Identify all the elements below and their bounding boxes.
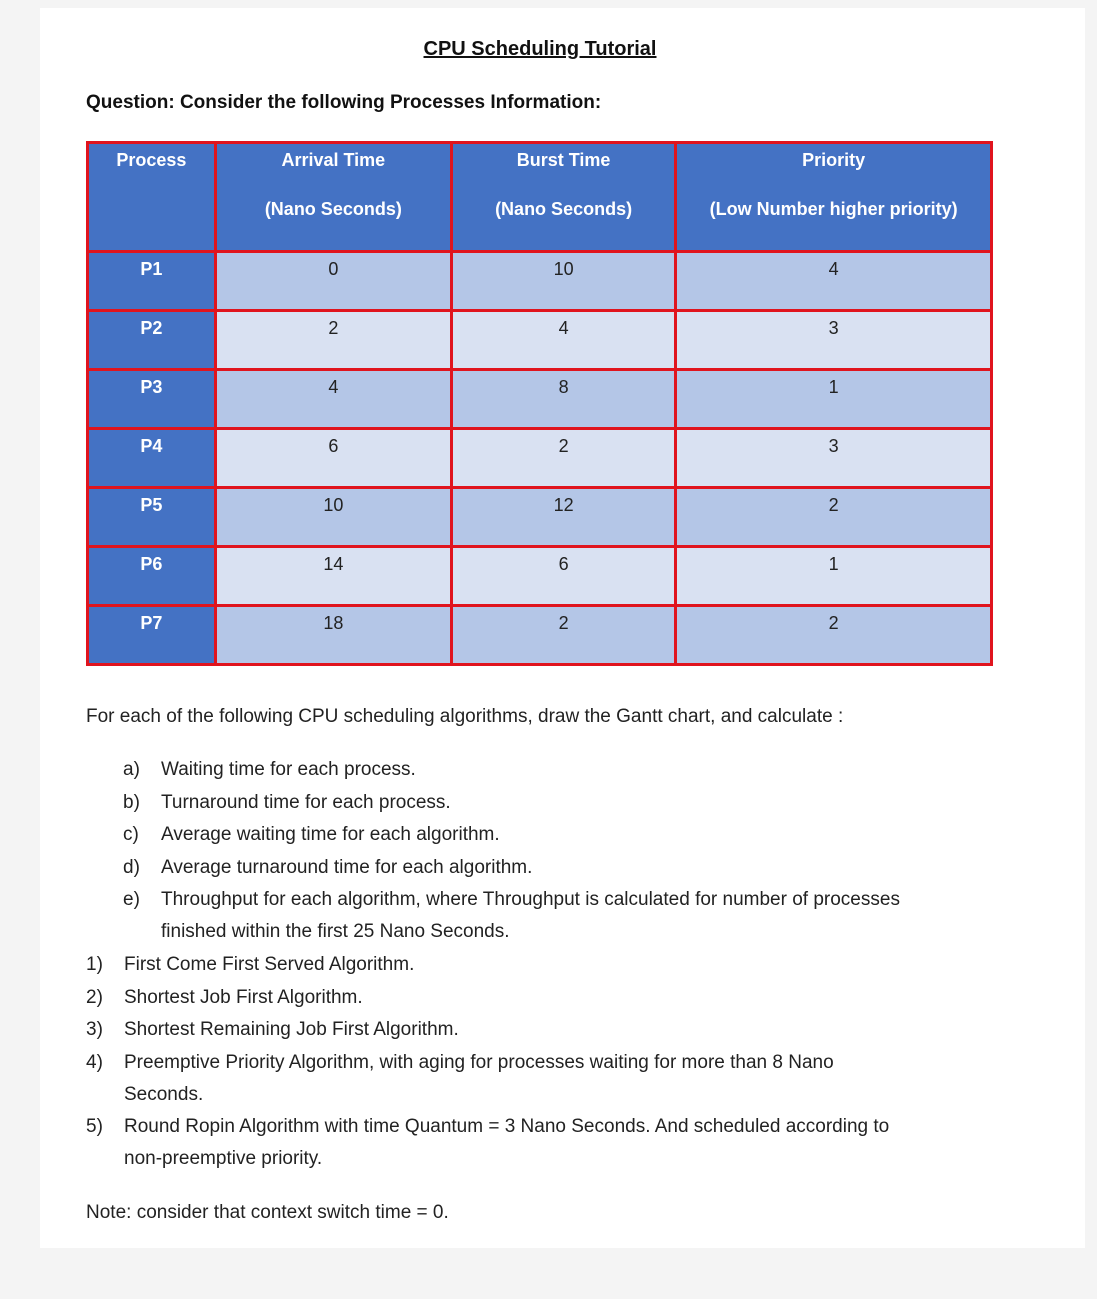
priority-cell: 1 xyxy=(676,370,992,429)
algorithm-item xyxy=(86,1052,834,1074)
burst-time-cell: 2 xyxy=(451,429,675,488)
process-name-cell: P5 xyxy=(88,488,216,547)
calculation-item xyxy=(123,889,900,911)
algorithm-item xyxy=(86,954,414,976)
table-header-row xyxy=(88,143,992,252)
arrival-time-cell: 14 xyxy=(215,547,451,606)
context-switch-note: Note: consider that context switch time = 0. xyxy=(86,1202,449,1223)
list-text: Round Ropin Algorithm with time Quantum = 3 Nano Seconds. And scheduled according to xyxy=(124,1115,890,1137)
header-unit: (Nano Seconds) xyxy=(495,199,633,219)
list-text: Waiting time for each process. xyxy=(161,759,416,780)
header-label: Arrival Time xyxy=(281,150,386,170)
algorithm-item xyxy=(86,1116,889,1138)
burst-time-cell: 2 xyxy=(451,606,675,665)
arrival-time-cell: 4 xyxy=(215,370,451,429)
table-row xyxy=(88,606,992,665)
arrival-time-cell: 0 xyxy=(215,252,451,311)
header-label: Burst Time xyxy=(516,150,611,170)
priority-cell: 2 xyxy=(676,606,992,665)
arrival-time-cell: 2 xyxy=(215,311,451,370)
list-marker: e) xyxy=(123,889,140,910)
list-marker: b) xyxy=(123,791,140,813)
arrival-time-cell: 6 xyxy=(215,429,451,488)
list-text: Turnaround time for each process. xyxy=(161,791,451,813)
list-text: Shortest Remaining Job First Algorithm. xyxy=(124,1019,459,1040)
process-name-cell: P7 xyxy=(88,606,216,665)
list-text: Average waiting time for each algorithm. xyxy=(161,824,500,845)
list-marker: 1) xyxy=(86,954,103,975)
list-text: Shortest Job First Algorithm. xyxy=(124,986,363,1008)
calculation-item xyxy=(123,857,532,879)
priority-cell: 1 xyxy=(676,547,992,606)
table-row xyxy=(88,429,992,488)
document-page xyxy=(40,8,1085,1248)
burst-time-cell: 6 xyxy=(451,547,675,606)
table-row xyxy=(88,547,992,606)
calculation-item xyxy=(123,824,500,846)
process-name-cell: P6 xyxy=(88,547,216,606)
process-name-cell: P4 xyxy=(88,429,216,488)
burst-time-cell: 8 xyxy=(451,370,675,429)
algorithm-item xyxy=(86,987,363,1009)
table-row xyxy=(88,311,992,370)
list-text: Average turnaround time for each algorithm. xyxy=(161,856,533,878)
instructions-intro: For each of the following CPU scheduling algorithms, draw the Gantt chart, and calculate : xyxy=(86,706,844,727)
table-row xyxy=(88,252,992,311)
arrival-time-cell: 10 xyxy=(215,488,451,547)
list-text: First Come First Served Algorithm. xyxy=(124,954,415,975)
priority-cell: 3 xyxy=(676,429,992,488)
list-marker: 5) xyxy=(86,1115,103,1137)
burst-time-cell: 4 xyxy=(451,311,675,370)
arrival-time-cell: 18 xyxy=(215,606,451,665)
header-label: Priority xyxy=(802,150,866,170)
header-unit: (Nano Seconds) xyxy=(264,199,402,219)
calculation-item-continuation: finished within the first 25 Nano Seconds. xyxy=(161,921,510,942)
header-arrival-time xyxy=(215,143,451,252)
list-marker: 4) xyxy=(86,1051,103,1073)
list-marker: a) xyxy=(123,759,140,780)
process-name-cell: P3 xyxy=(88,370,216,429)
burst-time-cell: 12 xyxy=(451,488,675,547)
process-name-cell: P1 xyxy=(88,252,216,311)
list-marker: c) xyxy=(123,824,139,845)
list-text: Preemptive Priority Algorithm, with aging for processes waiting for more than 8 Nano xyxy=(124,1051,834,1073)
priority-cell: 3 xyxy=(676,311,992,370)
question-heading: Question: Consider the following Processes Information: xyxy=(86,92,602,113)
table-row xyxy=(88,488,992,547)
header-priority xyxy=(676,143,992,252)
algorithm-item-continuation: Seconds. xyxy=(124,1083,204,1105)
calculation-item xyxy=(123,792,451,814)
process-table xyxy=(86,141,993,666)
list-marker: d) xyxy=(123,856,140,878)
list-text: Throughput for each algorithm, where Throughput is calculated for number of processes xyxy=(161,889,900,910)
header-unit: (Low Number higher priority) xyxy=(709,199,958,219)
calculation-item xyxy=(123,759,416,781)
burst-time-cell: 10 xyxy=(451,252,675,311)
list-marker: 2) xyxy=(86,986,103,1008)
table-row xyxy=(88,370,992,429)
header-label: Process xyxy=(116,150,187,170)
document-title: CPU Scheduling Tutorial xyxy=(423,38,657,60)
header-process xyxy=(88,143,216,252)
header-burst-time xyxy=(451,143,675,252)
list-marker: 3) xyxy=(86,1019,103,1040)
priority-cell: 4 xyxy=(676,252,992,311)
process-name-cell: P2 xyxy=(88,311,216,370)
algorithm-item-continuation: non-preemptive priority. xyxy=(124,1147,323,1169)
algorithm-item xyxy=(86,1019,459,1041)
priority-cell: 2 xyxy=(676,488,992,547)
